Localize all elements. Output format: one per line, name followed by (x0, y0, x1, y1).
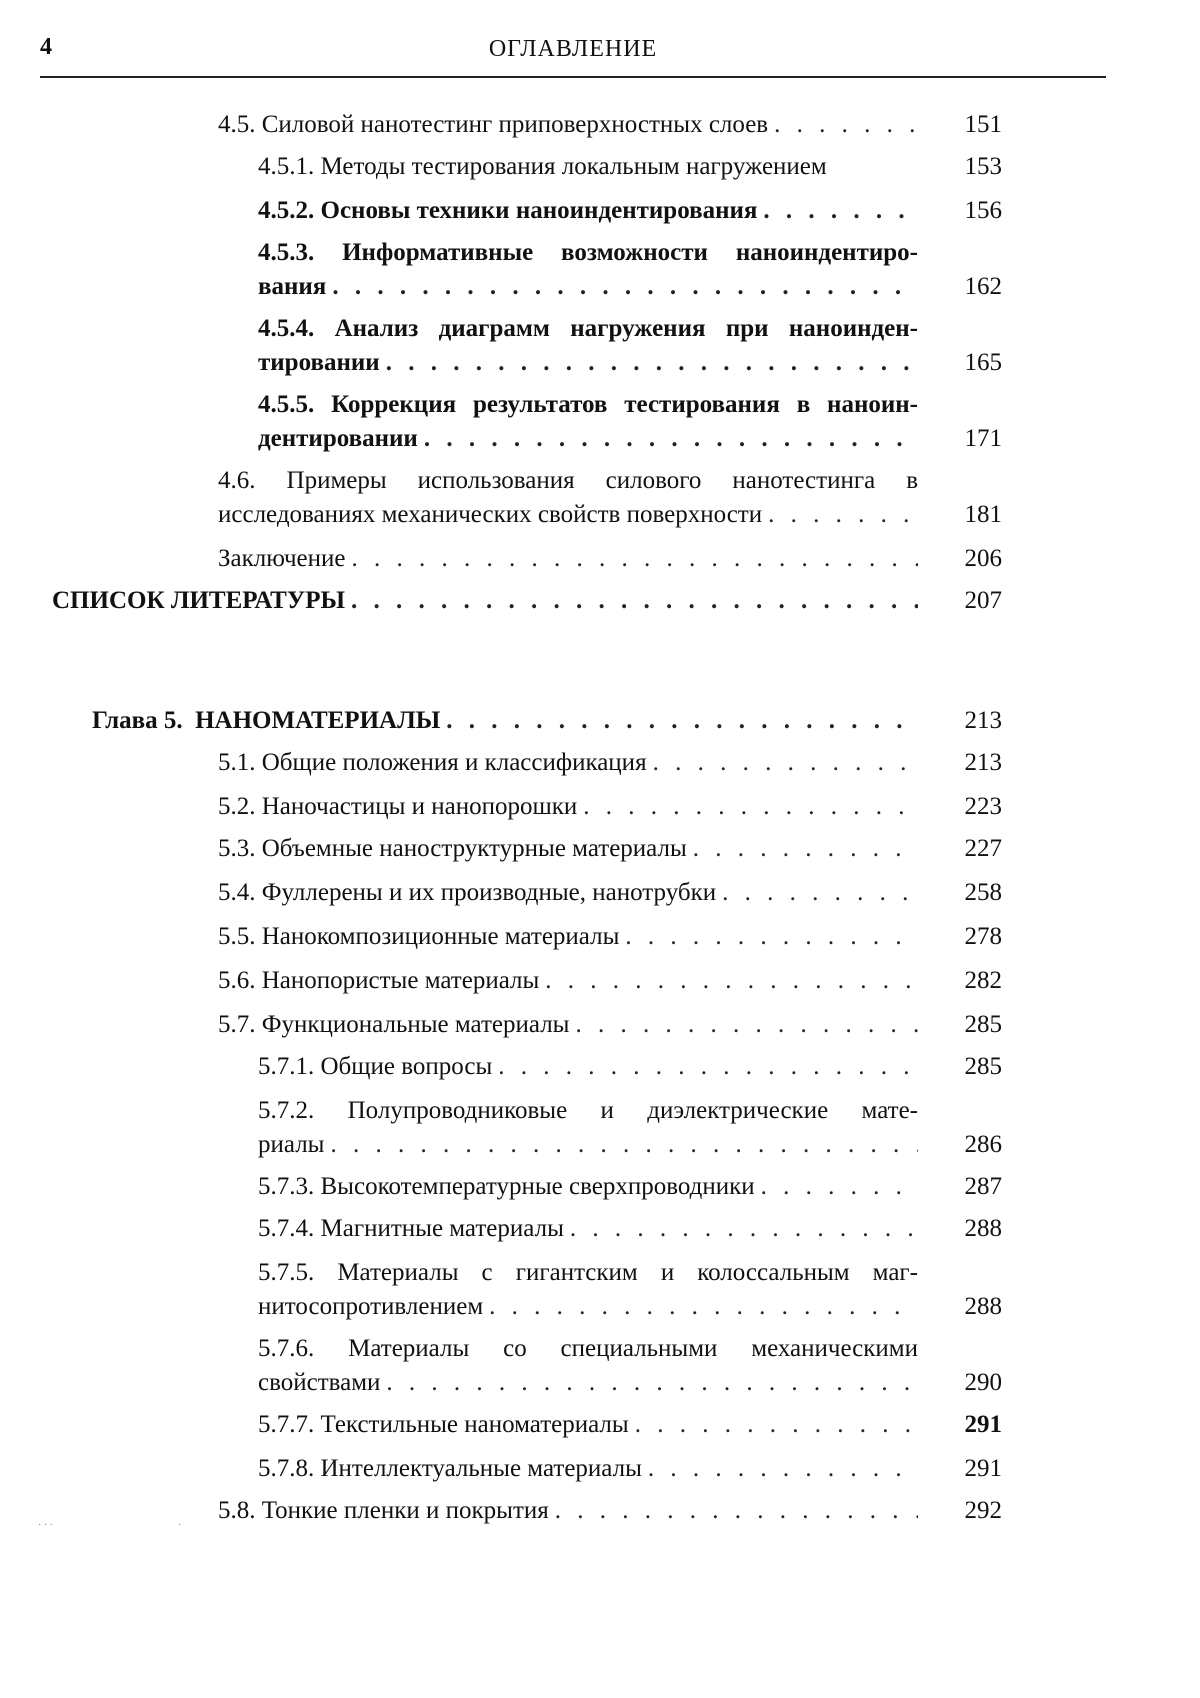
toc-entry-title: риалы (258, 1131, 325, 1158)
toc-entry (258, 150, 918, 184)
toc-entry-title: свойствами (258, 1369, 381, 1396)
toc-entry-title: 5.5. Нанокомпозиционные материалы (218, 923, 620, 950)
toc-entry-title: 5.2. Наночастицы и нанопорошки (218, 793, 578, 820)
leader-dots (768, 108, 918, 142)
leader-dots (549, 1494, 918, 1528)
toc-entry (218, 832, 918, 866)
leader-dots (716, 876, 918, 910)
toc-entry-page: 223 (964, 793, 1002, 820)
leader-dots (483, 1290, 918, 1324)
toc-entry-page: 165 (964, 349, 1002, 376)
toc-entry (258, 388, 918, 456)
leader-dots (755, 1170, 918, 1204)
toc-entry-page: 288 (964, 1293, 1002, 1320)
toc-entry-page: 213 (964, 749, 1002, 776)
toc-entry-lead: 5.7.2. Полупроводниковые и диэлектрические мате- (258, 1097, 918, 1124)
toc-entry (218, 464, 918, 532)
toc-entry-lead: 5.7.6. Материалы со специальными механическими (258, 1335, 918, 1362)
toc-entry-lead: 4.5.3. Информативные возможности наноиндентиро- (258, 239, 918, 266)
leader-dots (577, 790, 918, 824)
leader-dots (757, 194, 918, 228)
toc-entry-title: СПИСОК ЛИТЕРАТУРЫ (52, 587, 346, 614)
toc-entry-lead: 4.6. Примеры использования силового нанотестинга в (218, 467, 918, 494)
toc-entry-page: 278 (964, 923, 1002, 950)
leader-dots (380, 1366, 918, 1400)
leader-dots (440, 704, 918, 738)
leader-dots (569, 1008, 918, 1042)
toc-entry-page: 181 (964, 501, 1002, 528)
leader-dots (564, 1212, 918, 1246)
toc-entry-title: дентировании (258, 425, 418, 452)
toc-entry (258, 236, 918, 304)
toc-entry-title: 5.3. Объемные наноструктурные материалы (218, 835, 687, 862)
toc-entry-page: 282 (964, 967, 1002, 994)
header-rule (40, 76, 1106, 78)
toc-entry (258, 194, 918, 228)
toc-entry-title: 5.7.4. Магнитные материалы (258, 1215, 564, 1242)
scan-speck: · (178, 1520, 182, 1531)
toc-entry-page: 227 (964, 835, 1002, 862)
toc-entry-page: 206 (964, 545, 1002, 572)
toc-entry-page: 151 (964, 111, 1002, 138)
toc-entry-page: 162 (964, 273, 1002, 300)
leader-dots (762, 498, 918, 532)
toc-entry-title: 5.6. Нанопористые материалы (218, 967, 540, 994)
toc-entry (258, 1408, 918, 1442)
toc-entry (218, 920, 918, 954)
toc-entry-page: 285 (964, 1053, 1002, 1080)
toc-entry-page: 286 (964, 1131, 1002, 1158)
toc-entry-page: 213 (964, 707, 1002, 734)
toc-entry-page: 258 (964, 879, 1002, 906)
toc-entry-page: 288 (964, 1215, 1002, 1242)
leader-dots (346, 542, 919, 576)
leader-dots (492, 1050, 918, 1084)
leader-dots (380, 346, 918, 380)
toc-entry (218, 1494, 918, 1528)
toc-entry-page: 153 (964, 153, 1002, 180)
toc-entry (258, 1332, 918, 1400)
toc-entry-page: 291 (964, 1411, 1002, 1438)
toc-entry-page: 285 (964, 1011, 1002, 1038)
toc-entry-lead: 4.5.5. Коррекция результатов тестирования в наноин- (258, 391, 918, 418)
toc-entry-title: 5.7.8. Интеллектуальные материалы (258, 1455, 642, 1482)
leader-dots (647, 746, 918, 780)
page-header (40, 32, 1106, 80)
toc-entry-title: Глава 5. НАНОМАТЕРИАЛЫ (92, 707, 441, 734)
toc-entry (218, 746, 918, 780)
toc-entry-title: 5.4. Фуллерены и их производные, нанотрубки (218, 879, 717, 906)
toc-entry-title: 5.7.1. Общие вопросы (258, 1053, 493, 1080)
leader-dots (619, 920, 918, 954)
toc-entry-title: нитосопротивлением (258, 1293, 484, 1320)
scan-speck: · · · (38, 1520, 53, 1531)
page-number: 4 (40, 34, 52, 60)
leader-dots (642, 1452, 918, 1486)
toc-entry-title: 4.5. Силовой нанотестинг приповерхностных слоев (218, 111, 769, 138)
toc-entry-title: вания (258, 273, 327, 300)
toc-entry (52, 584, 918, 618)
toc-entry-title: тировании (258, 349, 380, 376)
toc-entry-title: 5.7.7. Текстильные наноматериалы (258, 1411, 629, 1438)
toc-entry (258, 1212, 918, 1246)
toc-entry-page: 156 (964, 197, 1002, 224)
leader-dots (345, 584, 918, 618)
toc-entry-title: 5.8. Тонкие пленки и покрытия (218, 1497, 549, 1524)
toc-entry-title: исследованиях механических свойств поверхности (218, 501, 763, 528)
toc-entry-lead: 4.5.4. Анализ диаграмм нагружения при наноинден- (258, 315, 918, 342)
toc-entry (92, 704, 918, 738)
toc-entry (218, 876, 918, 910)
toc-entry-page: 291 (964, 1455, 1002, 1482)
toc-entry-title: 4.5.1. Методы тестирования локальным нагружением (258, 153, 827, 180)
running-title: ОГЛАВЛЕНИЕ (488, 36, 658, 62)
leader-dots (326, 270, 918, 304)
leader-dots (418, 422, 918, 456)
toc-entry (218, 1008, 918, 1042)
toc-entry (218, 108, 918, 142)
toc-entry (258, 1050, 918, 1084)
toc-entry-page: 287 (964, 1173, 1002, 1200)
toc-entry-title: 4.5.2. Основы техники наноиндентирования (258, 197, 758, 224)
leader-dots (687, 832, 918, 866)
toc-entry-title: 5.7.3. Высокотемпературные сверхпроводники (258, 1173, 755, 1200)
toc-entry (258, 312, 918, 380)
leader-dots (629, 1408, 918, 1442)
toc-entry (218, 542, 918, 576)
toc-entry-page: 290 (964, 1369, 1002, 1396)
leader-dots (324, 1128, 918, 1162)
toc-entry-lead: 5.7.5. Материалы с гигантским и колоссальным маг- (258, 1259, 918, 1286)
toc-entry-page: 207 (964, 587, 1002, 614)
toc-entry-title: 5.7. Функциональные материалы (218, 1011, 570, 1038)
leader-dots (539, 964, 918, 998)
toc-entry-title: 5.1. Общие положения и классификация (218, 749, 647, 776)
toc-entry (258, 1452, 918, 1486)
toc-entry (258, 1256, 918, 1324)
toc-entry (218, 790, 918, 824)
toc-entry (258, 1094, 918, 1162)
toc-entry-page: 171 (964, 425, 1002, 452)
toc-entry (258, 1170, 918, 1204)
toc-entry-page: 292 (964, 1497, 1002, 1524)
toc-entry-title: Заключение (218, 545, 346, 572)
toc-entry (218, 964, 918, 998)
